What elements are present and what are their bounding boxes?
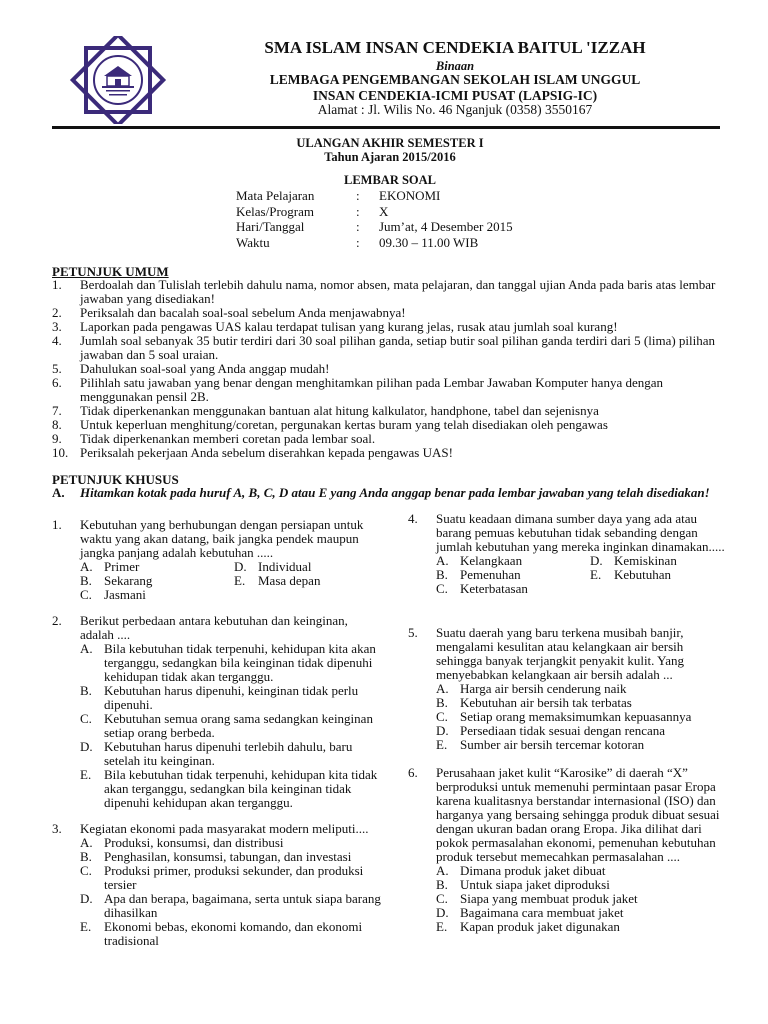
option-text: Kebutuhan harus dipenuhi terlebih dahulu, baru setelah itu keinginan. xyxy=(104,739,353,768)
petunjuk-umum-list xyxy=(52,278,728,460)
info-colon: : xyxy=(356,203,360,219)
binaan-label: Binaan xyxy=(435,59,475,73)
option-text: Setiap orang memaksimumkan kepuasannya xyxy=(460,709,692,724)
option-letter: C. xyxy=(436,709,448,724)
option-letter: B. xyxy=(436,877,448,892)
question-4 xyxy=(408,512,728,596)
option-letter: D. xyxy=(80,739,93,754)
header-divider xyxy=(52,126,720,129)
option-a xyxy=(408,864,728,878)
option-c xyxy=(80,588,234,602)
question-stem: Berikut perbedaan antara kebutuhan dan keinginan, adalah .... xyxy=(80,613,348,642)
item-text: Untuk keperluan menghitung/coretan, pergunakan kertas buram yang telah disediakan oleh pengawas xyxy=(80,417,608,432)
option-text: Dimana produk jaket dibuat xyxy=(460,863,606,878)
option-letter: C. xyxy=(436,891,448,906)
option-text: Bila kebutuhan tidak terpenuhi, kehidupan kita tidak akan terganggu, sedangkan bila keinginan tidak dipenuhi kehidupan akan terganggu. xyxy=(104,767,378,810)
option-letter: E. xyxy=(234,573,246,588)
option-text: Penghasilan, konsumsi, tabungan, dan investasi xyxy=(104,849,352,864)
item-number: 8. xyxy=(52,417,62,432)
option-a xyxy=(52,642,382,684)
item-text: Jumlah soal sebanyak 35 butir terdiri dari 30 soal pilihan ganda, setiap butir soal pilihan ganda terdiri dari 5 (lima) pilihan jawaban dan 5 soal uraian. xyxy=(80,333,716,362)
option-letter: B. xyxy=(436,567,448,582)
question-number: 2. xyxy=(52,613,62,628)
option-text: Kebutuhan air bersih tak terbatas xyxy=(460,695,632,710)
option-a xyxy=(80,560,234,574)
school-logo xyxy=(66,36,170,124)
item-number: 10. xyxy=(52,445,69,460)
option-text: Kemiskinan xyxy=(614,553,677,568)
option-text: Kapan produk jaket digunakan xyxy=(460,919,620,934)
info-row xyxy=(236,219,513,235)
option-letter: D. xyxy=(234,559,247,574)
item-number: 1. xyxy=(52,277,62,292)
list-item xyxy=(52,418,728,432)
info-key: Mata Pelajaran xyxy=(236,188,315,203)
option-text: Kebutuhan xyxy=(614,567,672,582)
option-b xyxy=(80,574,234,588)
question-3 xyxy=(52,822,382,948)
exam-title: ULANGAN AKHIR SEMESTER I xyxy=(296,136,484,150)
insan-name: INSAN CENDEKIA-ICMI PUSAT (LAPSIG-IC) xyxy=(312,88,598,103)
info-key: Kelas/Program xyxy=(236,203,314,219)
option-letter: A. xyxy=(436,863,449,878)
question-stem: Perusahaan jaket kulit “Karosike” di daerah “X” berproduksi untuk memenuhi permintaan pasar Eropa karena kualitasnya berstandar internasional (ISO) dan harganya yang bersaing sehingga produk dibuat sesuai dengan ukuran badan orang Eropa. Jika dilihat dari pokok permasalahan ekonomi, pemenuhan kebutuhan produk tersebut memecahkan permasalahan .... xyxy=(436,765,720,864)
item-number: 2. xyxy=(52,305,62,320)
option-text: Produksi, konsumsi, dan distribusi xyxy=(104,835,284,850)
item-text: Pilihlah satu jawaban yang benar dengan menghitamkan pilihan pada Lembar Jawaban Komputer hanya dengan menggunakan pensil 2B. xyxy=(80,375,664,404)
option-e xyxy=(408,738,728,752)
item-text: Periksalah pekerjaan Anda sebelum diserahkan kepada pengawas UAS! xyxy=(80,445,453,460)
item-number: 9. xyxy=(52,431,62,446)
option-letter: A. xyxy=(80,835,93,850)
option-d xyxy=(408,724,728,738)
option-letter: B. xyxy=(80,849,92,864)
option-b xyxy=(52,850,382,864)
question-6 xyxy=(408,766,728,934)
exam-year: Tahun Ajaran 2015/2016 xyxy=(324,150,456,164)
list-item xyxy=(52,446,728,460)
option-letter: D. xyxy=(436,723,449,738)
info-value: X xyxy=(379,203,389,219)
option-d xyxy=(234,560,382,574)
list-item xyxy=(52,376,728,404)
question-stem: Suatu daerah yang baru terkena musibah banjir, mengalami kesulitan atau kelangkaan air bersih sehingga banyak terjangkit penyakit kulit. Yang menyebabkan kelangkaan air bersih adalah ... xyxy=(436,625,685,682)
question-5 xyxy=(408,626,728,752)
option-d xyxy=(408,906,728,920)
item-number: 6. xyxy=(52,375,62,390)
option-letter: C. xyxy=(436,581,448,596)
khusus-text: Hitamkan kotak pada huruf A, B, C, D atau E yang Anda anggap benar pada lembar jawaban yang telah disediakan! xyxy=(80,485,710,500)
info-value: EKONOMI xyxy=(379,188,441,203)
option-text: Kelangkaan xyxy=(460,553,523,568)
item-number: 4. xyxy=(52,333,62,348)
option-letter: E. xyxy=(80,767,92,782)
option-text: Sumber air bersih tercemar kotoran xyxy=(460,737,645,752)
question-number: 3. xyxy=(52,821,62,836)
option-text: Untuk siapa jaket diproduksi xyxy=(460,877,610,892)
option-letter: C. xyxy=(80,587,92,602)
option-b xyxy=(52,684,382,712)
option-text: Harga air bersih cenderung naik xyxy=(460,681,627,696)
option-letter: A. xyxy=(80,559,93,574)
option-letter: A. xyxy=(436,681,449,696)
question-1 xyxy=(52,518,382,602)
option-letter: D. xyxy=(436,905,449,920)
item-text: Laporkan pada pengawas UAS kalau terdapat tulisan yang kurang jelas, rusak atau jumlah soal kurang! xyxy=(80,319,618,334)
octagram-logo-icon xyxy=(66,36,170,124)
list-item xyxy=(52,334,728,362)
option-a xyxy=(408,682,728,696)
option-letter: D. xyxy=(80,891,93,906)
question-stem: Kegiatan ekonomi pada masyarakat modern meliputi.... xyxy=(80,821,369,836)
school-name: SMA ISLAM INSAN CENDEKIA BAITUL 'IZZAH xyxy=(264,38,646,57)
option-text: Keterbatasan xyxy=(460,581,528,596)
option-c xyxy=(436,582,590,596)
option-text: Sekarang xyxy=(104,573,153,588)
question-number: 1. xyxy=(52,517,62,532)
item-text: Berdoalah dan Tulislah terlebih dahulu nama, nomor absen, mata pelajaran, dan tanggal ujian Anda pada baris atas lembar jawaban yang disediakan! xyxy=(80,277,716,306)
option-c xyxy=(408,892,728,906)
question-stem: Kebutuhan yang berhubungan dengan persiapan untuk waktu yang akan datang, baik jangka pendek maupun jangka panjang adalah kebutuhan ..... xyxy=(80,517,364,560)
info-row xyxy=(236,188,513,204)
petunjuk-khusus-title: PETUNJUK KHUSUS xyxy=(52,472,179,487)
item-text: Tidak diperkenankan memberi coretan pada lembar soal. xyxy=(80,431,376,446)
item-text: Periksalah dan bacalah soal-soal sebelum Anda menjawabnya! xyxy=(80,305,406,320)
list-item xyxy=(52,278,728,306)
info-row xyxy=(236,235,513,251)
option-text: Bagaimana cara membuat jaket xyxy=(460,905,624,920)
item-number: 3. xyxy=(52,319,62,334)
info-colon: : xyxy=(356,234,360,250)
option-text: Kebutuhan harus dipenuhi, keinginan tidak perlu dipenuhi. xyxy=(104,683,359,712)
question-stem: Suatu keadaan dimana sumber daya yang ada atau barang pemuas kebutuhan tidak sebanding dengan jumlah kebutuhan yang mereka inginkan dinamakan..... xyxy=(436,511,725,554)
option-letter: C. xyxy=(80,863,92,878)
option-text: Produksi primer, produksi sekunder, dan produksi tersier xyxy=(104,863,364,892)
item-number: 5. xyxy=(52,361,62,376)
exam-info xyxy=(236,188,513,250)
petunjuk-khusus-a xyxy=(52,486,722,500)
option-b xyxy=(408,878,728,892)
info-key: Waktu xyxy=(236,234,270,250)
option-d xyxy=(52,892,382,920)
option-a xyxy=(52,836,382,850)
question-number: 4. xyxy=(408,511,418,526)
option-e xyxy=(52,768,382,810)
option-text: Bila kebutuhan tidak terpenuhi, kehidupan kita akan terganggu, sedangkan bila keinginan tidak dipenuhi kehidupan tidak akan terganggu. xyxy=(104,641,376,684)
option-a xyxy=(436,554,590,568)
list-item xyxy=(52,404,728,418)
option-c xyxy=(52,712,382,740)
option-letter: B. xyxy=(436,695,448,710)
option-letter: E. xyxy=(80,919,92,934)
item-number: 7. xyxy=(52,403,62,418)
item-text: Tidak diperkenankan menggunakan bantuan alat hitung kalkulator, handphone, tabel dan sejenisnya xyxy=(80,403,599,418)
list-item xyxy=(52,432,728,446)
question-number: 5. xyxy=(408,625,418,640)
option-d xyxy=(52,740,382,768)
info-key: Hari/Tanggal xyxy=(236,219,305,234)
list-item xyxy=(52,320,728,334)
option-text: Jasmani xyxy=(104,587,146,602)
option-letter: E. xyxy=(436,737,448,752)
petunjuk-umum-title: PETUNJUK UMUM xyxy=(52,264,169,279)
info-value: Jum’at, 4 Desember 2015 xyxy=(379,219,513,234)
option-e xyxy=(408,920,728,934)
question-number: 6. xyxy=(408,765,418,780)
option-text: Kebutuhan semua orang sama sedangkan keinginan setiap orang berbeda. xyxy=(104,711,373,740)
option-text: Primer xyxy=(104,559,140,574)
option-letter: E. xyxy=(436,919,448,934)
option-text: Siapa yang membuat produk jaket xyxy=(460,891,638,906)
item-text: Dahulukan soal-soal yang Anda anggap mudah! xyxy=(80,361,330,376)
option-e xyxy=(52,920,382,948)
option-e xyxy=(590,568,728,582)
info-colon: : xyxy=(356,219,360,234)
option-letter: C. xyxy=(80,711,92,726)
option-d xyxy=(590,554,728,568)
sheet-title: LEMBAR SOAL xyxy=(343,173,437,187)
list-item xyxy=(52,362,728,376)
option-text: Individual xyxy=(258,559,312,574)
option-e xyxy=(234,574,382,588)
option-letter: A. xyxy=(80,641,93,656)
question-2 xyxy=(52,614,382,810)
option-text: Masa depan xyxy=(258,573,321,588)
option-text: Ekonomi bebas, ekonomi komando, dan ekonomi tradisional xyxy=(104,919,363,948)
option-b xyxy=(436,568,590,582)
option-text: Apa dan berapa, bagaimana, serta untuk siapa barang dihasilkan xyxy=(104,891,381,920)
lembaga-name: LEMBAGA PENGEMBANGAN SEKOLAH ISLAM UNGGUL xyxy=(269,72,641,87)
school-address: Alamat : Jl. Wilis No. 46 Nganjuk (0358) 3550167 xyxy=(317,102,593,117)
list-item xyxy=(52,306,728,320)
option-letter: A. xyxy=(436,553,449,568)
option-c xyxy=(408,710,728,724)
option-c xyxy=(52,864,382,892)
option-b xyxy=(408,696,728,710)
option-text: Persediaan tidak sesuai dengan rencana xyxy=(460,723,666,738)
option-letter: B. xyxy=(80,683,92,698)
khusus-label: A. xyxy=(52,485,65,500)
info-row xyxy=(236,204,513,220)
info-colon: : xyxy=(356,188,360,203)
option-letter: B. xyxy=(80,573,92,588)
option-text: Pemenuhan xyxy=(460,567,521,582)
info-value: 09.30 – 11.00 WIB xyxy=(379,234,479,250)
option-letter: E. xyxy=(590,567,602,582)
option-letter: D. xyxy=(590,553,603,568)
